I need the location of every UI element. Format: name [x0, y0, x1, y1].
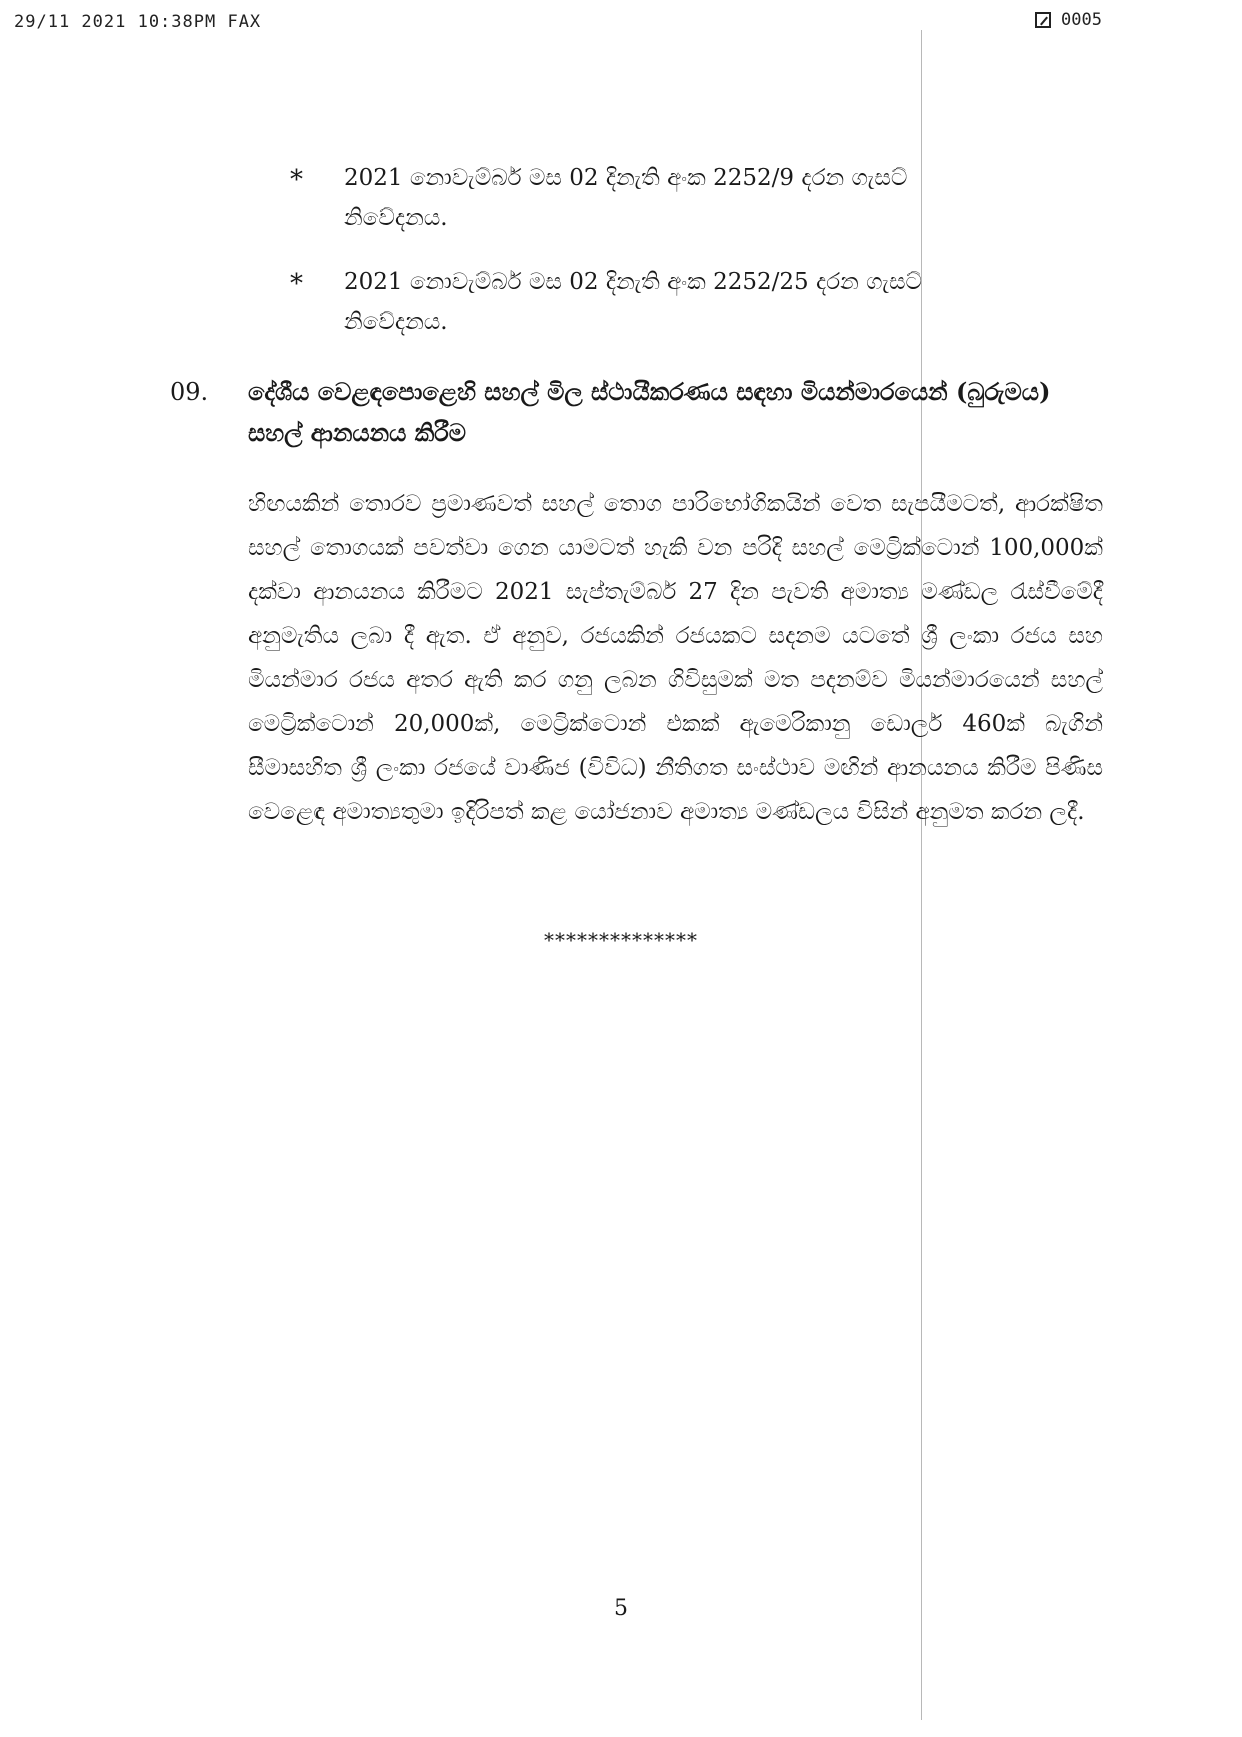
list-item	[290, 262, 964, 343]
fax-header-timestamp: 29/11 2021 10:38PM FAX	[14, 12, 262, 32]
bullet-marker: *	[290, 269, 303, 299]
fax-page-count: 0005	[1061, 10, 1102, 30]
fax-header-page	[1035, 10, 1102, 30]
checkbox-icon	[1035, 12, 1051, 28]
section-body: හිඟයකින් තොරව ප්‍රමාණවත් සහල් තොග පාරිභෝගිකයින් වෙත සැපයීමටත්, ආරක්ෂිත සහල් තොගයක් පවත්වා ගෙන යාමටත් හැකි වන පරිදි සහල් මෙට්‍රික්ටොන් 100,000ක් දක්වා ආනයනය කිරීමට 2021 සැප්තැම්බර් 27 දින පැවති අමාත්‍ය මණ්ඩල රැස්වීමේදී අනුමැතිය ලබා දී ඇත. ඒ අනුව, රජයකින් රජයකට සදනම යටතේ ශ්‍රී ලංකා රජය සහ මියන්මාර රජය අතර ඇති කර ගනු ලබන ගිවිසුමක් මත පදනම්ව මියන්මාරයෙන් සහල් මෙට්‍රික්ටොන් 20,000ක්, මෙට්‍රික්ටොන් එකක් ඇමෙරිකානු ඩොලර් 460ක් බැගින් සීමාසහිත ශ්‍රී ලංකා රජයේ වාණිජ (විවිධ) නීතිගත සංස්ථාව මඟින් ආනයනය කිරීම පිණිස වෙළෙඳ අමාත්‍යතුමා ඉදිරිපත් කළ යෝජනාව අමාත්‍ය මණ්ඩලය විසින් අනුමත කරන ලදී.	[248, 491, 1103, 825]
page-number: 5	[614, 1596, 628, 1621]
separator: **************	[544, 928, 698, 952]
bullet-text: 2021 නොවැම්බර් මස 02 දිනැති අංක 2252/9 දරන ගැසට් නිවේදනය.	[344, 165, 908, 232]
bullet-text: 2021 නොවැම්බර් මස 02 දිනැති අංක 2252/25 දරන ගැසට් නිවේදනය.	[344, 269, 923, 336]
section-title: දේශීය වෙළඳපොළෙහි සහල් මිල ස්ථායීකරණය සඳහා මියන්මාරයෙන් (බුරුමය) සහල් ආනයනය කිරීම	[248, 377, 1051, 447]
list-item	[290, 158, 964, 239]
section-heading	[170, 372, 1108, 454]
section-number: 09.	[170, 378, 209, 406]
bullet-marker: *	[290, 165, 303, 195]
